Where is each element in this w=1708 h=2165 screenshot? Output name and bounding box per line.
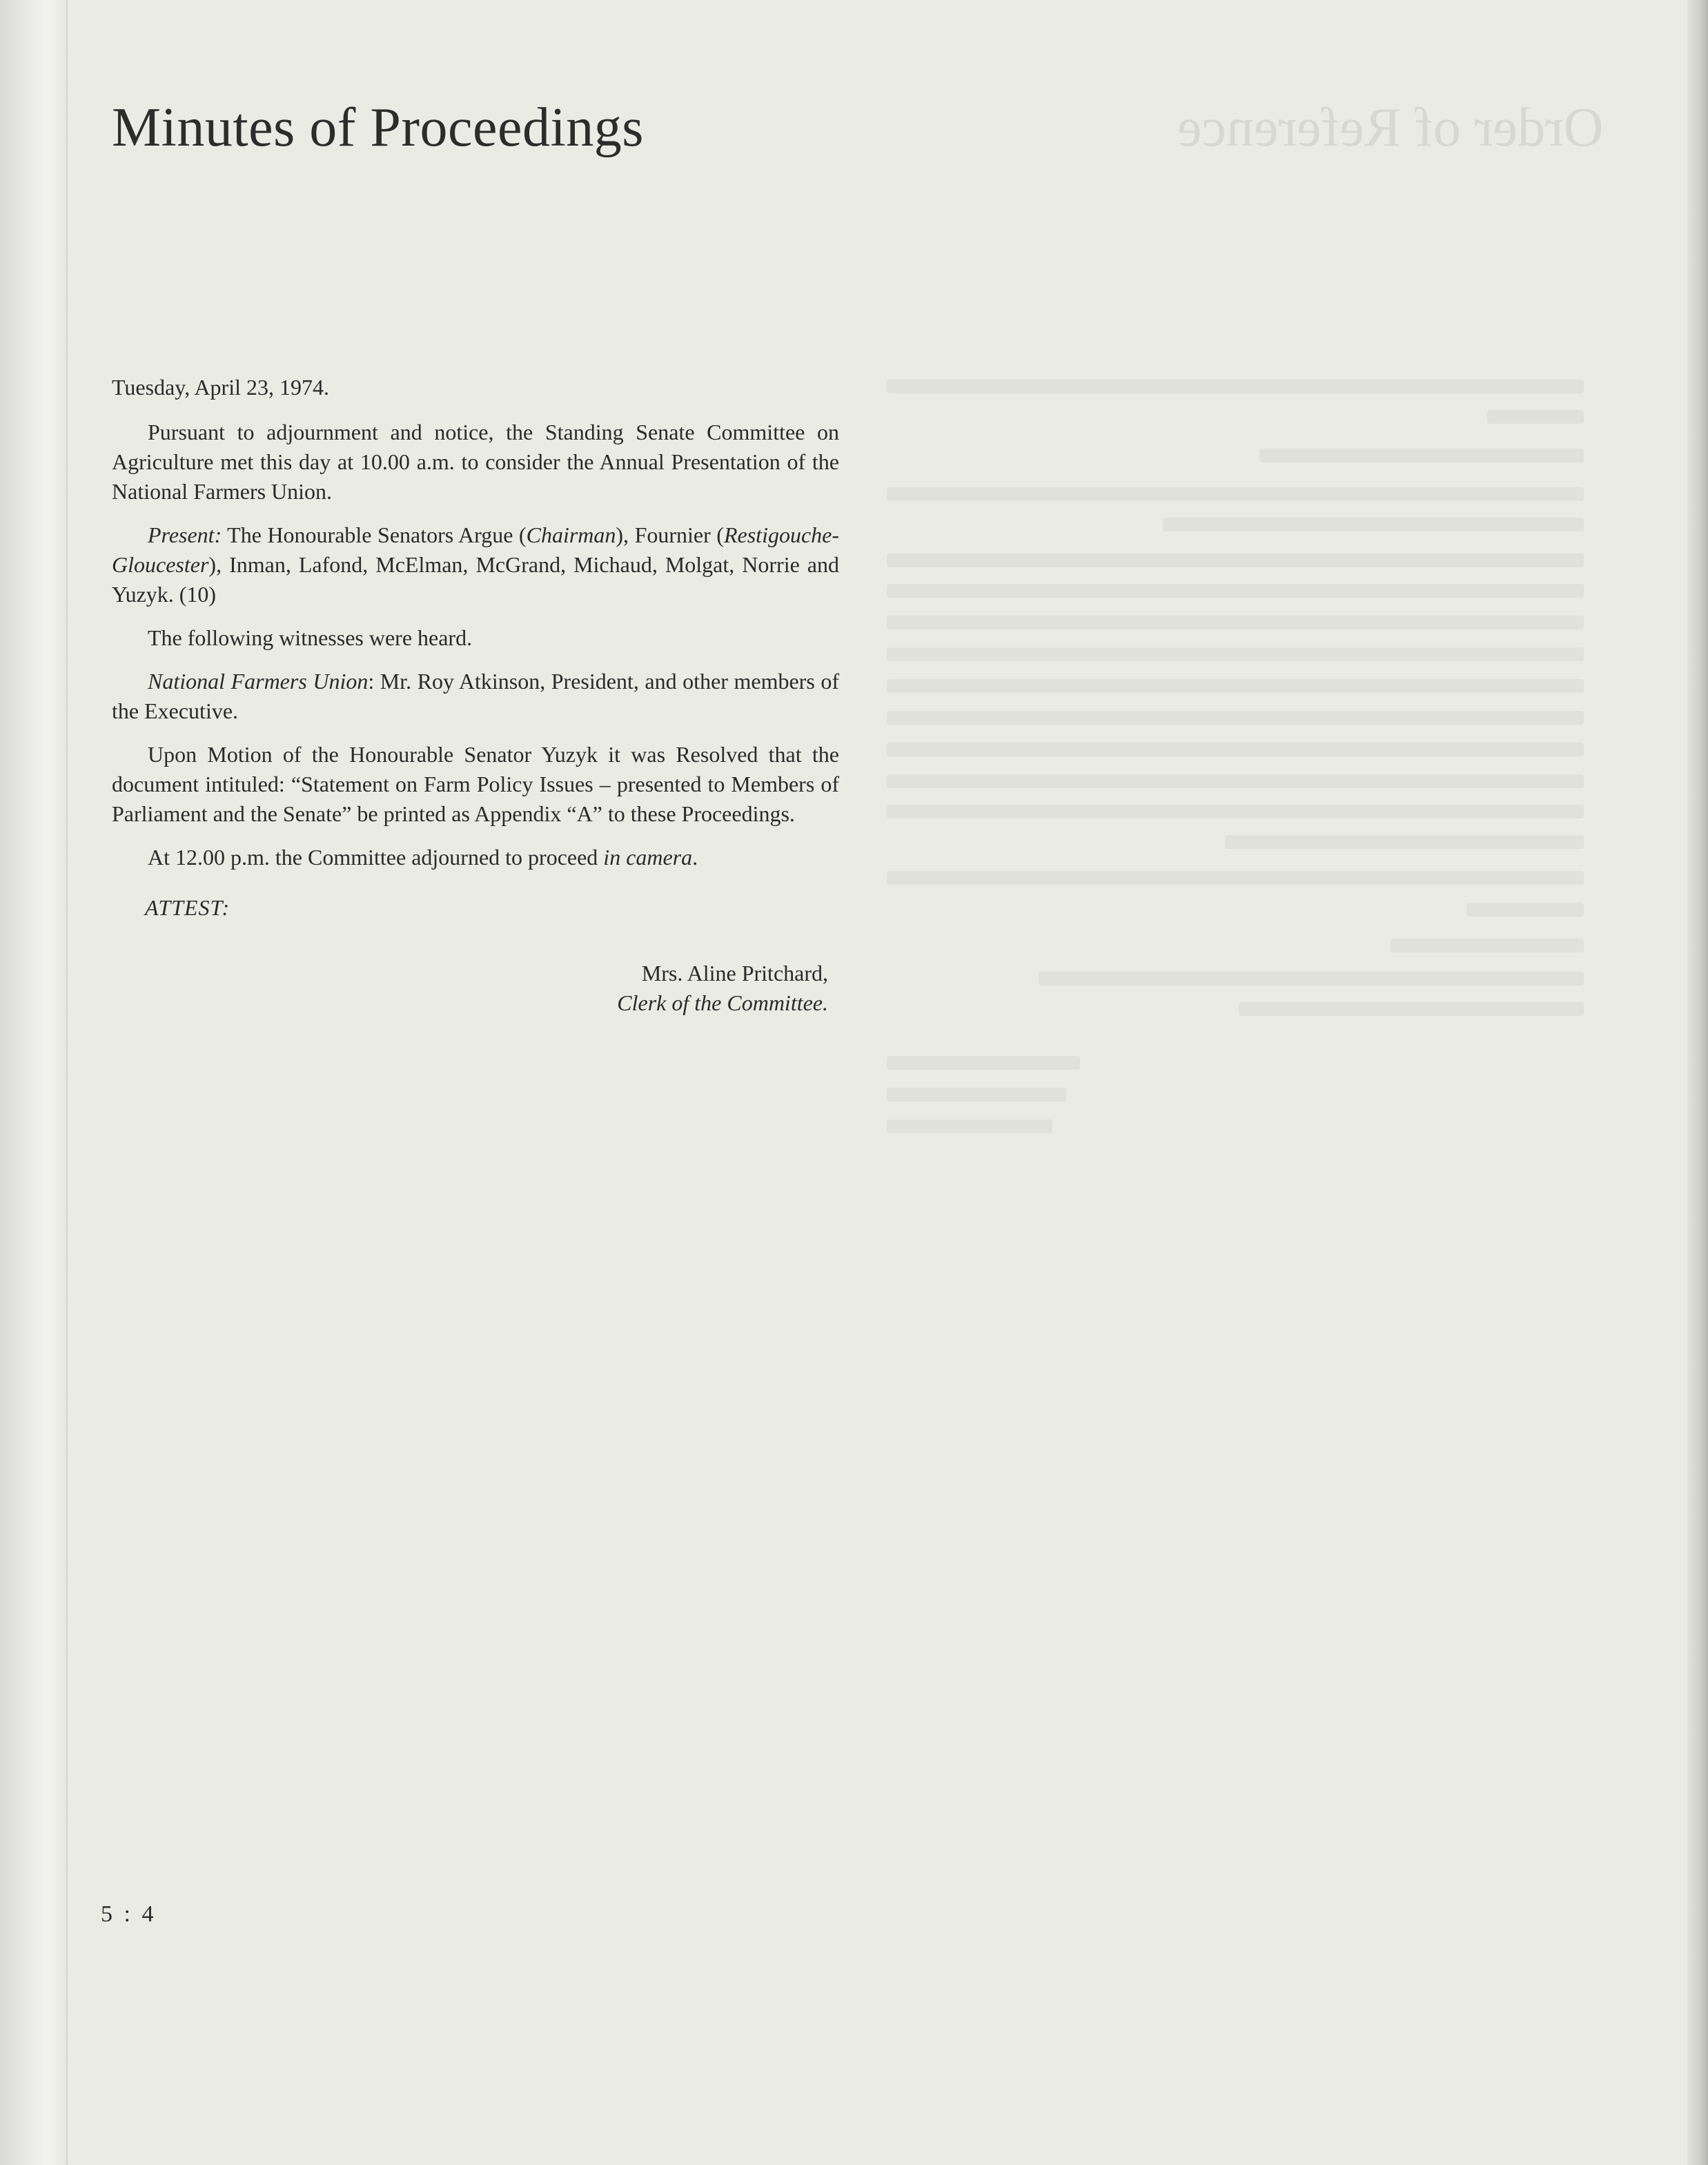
in-camera-text: in camera [603,845,693,870]
page-title: Minutes of Proceedings [112,97,644,158]
signature-block [112,959,839,1018]
present-text-a: The Honourable Senators Argue ( [222,522,527,547]
page-right-edge [1687,0,1708,2165]
attest-label: ATTEST: [145,895,230,920]
page-number: 5 : 4 [101,1901,157,1927]
organization-text: : Mr. Roy Atkinson, President, and other members of the Executive. [112,669,840,723]
present-label: Present: [148,522,222,547]
bleed-through-text [873,373,1598,1166]
adjourned-end: . [692,845,698,870]
bleed-through-heading: Order of Reference [1177,97,1603,158]
organization-name: National Farmers Union [148,669,369,694]
present-text-c: ), Inman, Lafond, McElman, McGrand, Michaud, Molgat, Norrie and Yuzyk. (10) [112,552,839,607]
minutes-body [112,373,839,1018]
adjourned-text: At 12.00 p.m. the Committee adjourned to proceed [148,845,604,870]
chairman-label: Chairman [526,522,616,547]
paragraph-motion: Upon Motion of the Honourable Senator Yuzyk it was Resolved that the document intituled: “Statement on Farm Policy Issues – presented to Members of Parliament and the Senate” be printed as Appendix “A” to these Proceedings. [112,742,839,826]
paragraph-adjourned [112,843,839,872]
clerk-name: Mrs. Aline Pritchard, [641,961,828,986]
meeting-date: Tuesday, April 23, 1974. [112,375,329,400]
present-text-b: ), Fournier ( [616,522,724,547]
paragraph-present [112,520,839,609]
paragraph-witnesses: The following witnesses were heard. [148,625,473,650]
paragraph-organization [112,667,839,726]
clerk-title: Clerk of the Committee. [617,990,828,1015]
riding-label: Restigouche-Gloucester [112,522,840,577]
page-binding-edge [0,0,68,2165]
paragraph-adjournment: Pursuant to adjournment and notice, the Standing Senate Committee on Agriculture met this day at 10.00 a.m. to consider the Annual Presentation of the National Farmers Union. [112,420,839,504]
